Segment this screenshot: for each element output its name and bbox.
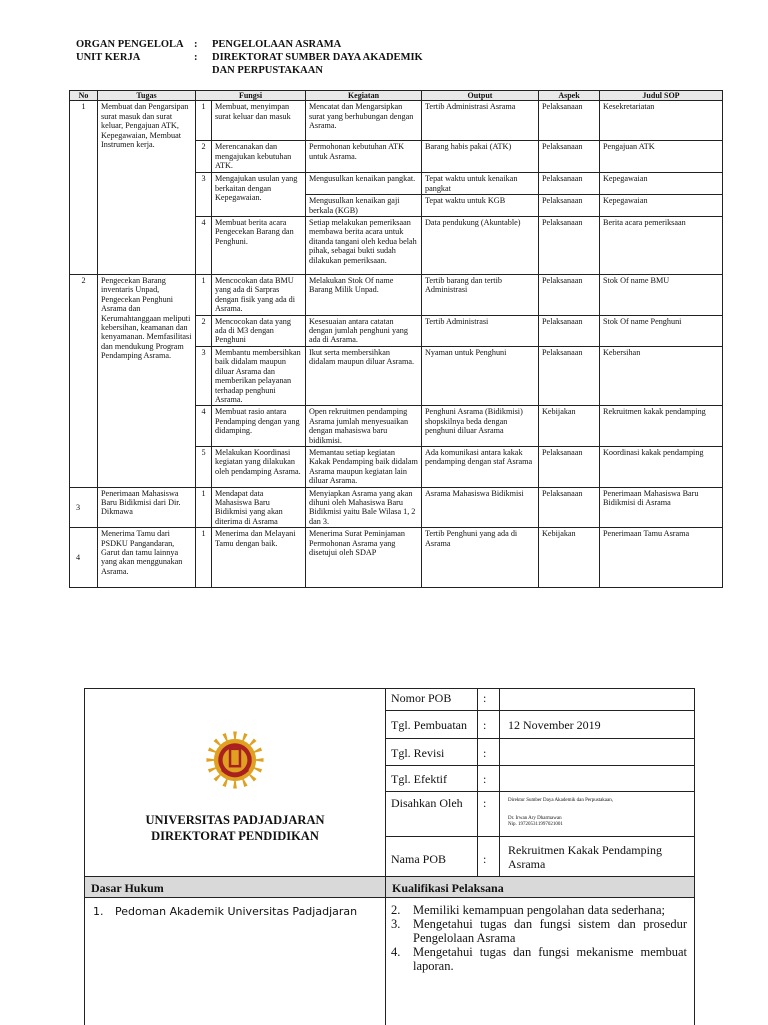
col-header-fungsi: Fungsi	[196, 91, 306, 101]
judul-sop-cell: Kebersihan	[600, 346, 723, 405]
task-tugas: Menerima Tamu dari PSDKU Pangandaran, Garut dan tamu lainnya yang akan menggunakan Asrama.	[98, 528, 196, 588]
colon: :	[483, 796, 487, 810]
col-header-judul-sop: Judul SOP	[600, 91, 723, 101]
aspek-cell: Pelaksanaan	[539, 217, 600, 275]
organ-value: PENGELOLAAN ASRAMA	[212, 39, 342, 50]
tgl-revisi-label: Tgl. Revisi	[391, 746, 445, 760]
judul-sop-cell: Berita acara pemeriksaan	[600, 217, 723, 275]
list-item-number: 1.	[93, 905, 104, 918]
table-header-row	[70, 91, 723, 101]
function-no: 5	[196, 446, 212, 487]
sop-form	[84, 688, 695, 1025]
aspek-cell: Pelaksanaan	[539, 346, 600, 405]
tgl-efektif-row	[386, 766, 694, 792]
table-row	[70, 528, 723, 588]
colon: :	[483, 691, 487, 705]
table-row	[70, 275, 723, 316]
kegiatan-cell: Menyiapkan Asrama yang akan dihuni oleh Mahasiswa Baru Bidikmisi yaitu Bale Wilasa 1, 2 dan 3.	[306, 487, 422, 528]
approver-title: Direktur Sumber Daya Akademik dan Perpustakaan,	[508, 798, 613, 803]
nama-pob-row	[386, 837, 694, 881]
output-cell: Tertib barang dan tertib Administrasi	[422, 275, 539, 316]
task-no: 3	[70, 487, 98, 528]
task-tugas: Penerimaan Mahasiswa Baru Bidikmisi dari Dir. Dikmawa	[98, 487, 196, 528]
nama-pob-label: Nama POB	[391, 852, 446, 866]
university-logo-icon	[204, 729, 266, 791]
tasks-table	[69, 90, 723, 588]
task-no: 1	[70, 101, 98, 275]
university-name: UNIVERSITAS PADJADJARAN	[145, 813, 325, 827]
organ-label: ORGAN PENGELOLA	[76, 39, 184, 50]
document-header	[76, 38, 442, 77]
kegiatan-cell: Open rekruitmen pendamping Asrama jumlah menyesuaikan dengan mahasiswa baru bidikmisi.	[306, 406, 422, 447]
output-cell: Nyaman untuk Penghuni	[422, 346, 539, 405]
judul-sop-cell: Stok Of name Penghuni	[600, 315, 723, 346]
tgl-revisi-row	[386, 739, 694, 766]
colon: :	[194, 39, 198, 50]
disahkan-value	[499, 792, 694, 836]
tgl-efektif-label: Tgl. Efektif	[391, 772, 447, 786]
judul-sop-cell: Stok Of name BMU	[600, 275, 723, 316]
function-text: Mencocokan data yang ada di M3 dengan Penghuni	[212, 315, 306, 346]
aspek-cell: Pelaksanaan	[539, 195, 600, 217]
colon: :	[483, 852, 487, 866]
output-cell: Barang habis pakai (ATK)	[422, 141, 539, 173]
task-tugas: Membuat dan Pengarsipan surat masuk dan surat keluar, Pengajuan ATK, Kepegawaian, Membuat Instrumen kerja.	[98, 101, 196, 275]
list-item-text: Memiliki kemampuan pengolahan data sederhana;	[413, 903, 665, 917]
sop-logo-cell	[85, 689, 386, 876]
kegiatan-cell: Mengusulkan kenaikan pangkat.	[306, 173, 422, 195]
col-header-kegiatan: Kegiatan	[306, 91, 422, 101]
function-no: 1	[196, 275, 212, 316]
aspek-cell: Pelaksanaan	[539, 101, 600, 141]
colon: :	[483, 746, 487, 760]
directorate-name: DIREKTORAT PENDIDIKAN	[151, 829, 319, 843]
judul-sop-cell: Rekruitmen kakak pendamping	[600, 406, 723, 447]
colon: :	[483, 772, 487, 786]
output-cell: Penghuni Asrama (Bidikmisi) shopskilnya beda dengan penghuni diluar Asrama	[422, 406, 539, 447]
judul-sop-cell: Kesekretariatan	[600, 101, 723, 141]
judul-sop-cell: Koordinasi kakak pendamping	[600, 446, 723, 487]
col-header-output: Output	[422, 91, 539, 101]
function-no: 1	[196, 528, 212, 588]
tgl-pembuatan-label: Tgl. Pembuatan	[391, 718, 467, 732]
output-cell: Asrama Mahasiswa Bidikmisi	[422, 487, 539, 528]
dasar-hukum-title: Dasar Hukum	[85, 876, 386, 898]
kualifikasi-title: Kualifikasi Pelaksana	[386, 876, 694, 898]
aspek-cell: Pelaksanaan	[539, 275, 600, 316]
function-text: Mendapat data Mahasiswa Baru Bidikmisi yang akan diterima di Asrama	[212, 487, 306, 528]
task-tugas: Pengecekan Barang inventaris Unpad, Pengecekan Penghuni Asrama dan Kerumahtanggaan meliputi kebersihan, keamanan dan kenyamanan. Memfasilitasi dan mendukung Program Pendamping Asrama.	[98, 275, 196, 488]
dasar-hukum-list	[93, 905, 357, 918]
aspek-cell: Kebijakan	[539, 528, 600, 588]
function-text: Melakukan Koordinasi kegiatan yang dilakukan oleh pendamping Asrama.	[212, 446, 306, 487]
table-row	[70, 101, 723, 141]
output-cell: Tertib Penghuni yang ada di Asrama	[422, 528, 539, 588]
function-text: Membuat berita acara Pengecekan Barang dan Penghuni.	[212, 217, 306, 275]
list-item-number: 2.	[391, 903, 401, 917]
kegiatan-cell: Permohonan kebutuhan ATK untuk Asrama.	[306, 141, 422, 173]
output-cell: Data pendukung (Akuntable)	[422, 217, 539, 275]
approver-name: Dr. Irwan Ary Dharmawan	[508, 816, 562, 821]
kegiatan-cell: Setiap melakukan pemeriksaan membawa berita acara untuk ditanda tangani oleh kedua belah pihak, sebagai bukti sudah dilakukan pemeriksaan.	[306, 217, 422, 275]
judul-sop-cell: Penerimaan Tamu Asrama	[600, 528, 723, 588]
disahkan-label: Disahkan Oleh	[391, 796, 463, 810]
judul-sop-cell: Pengajuan ATK	[600, 141, 723, 173]
approver-nip: Nip. 197205311997021001	[508, 822, 563, 827]
list-item-text: Pedoman Akademik Universitas Padjadjaran	[115, 905, 358, 918]
kegiatan-cell: Mencatat dan Mengarsipkan surat yang berhubungan dengan Asrama.	[306, 101, 422, 141]
function-no: 3	[196, 346, 212, 405]
function-no: 2	[196, 315, 212, 346]
kegiatan-cell: Melakukan Stok Of name Barang Milik Unpad.	[306, 275, 422, 316]
function-text: Menerima dan Melayani Tamu dengan baik.	[212, 528, 306, 588]
list-item	[391, 917, 687, 945]
output-cell: Tepat waktu untuk KGB	[422, 195, 539, 217]
function-text: Membantu membersihkan baik didalam maupun diluar Asrama dan memberikan pelayanan terhadap penghuni Asrama.	[212, 346, 306, 405]
unit-value	[212, 51, 442, 77]
kegiatan-cell: Ikut serta membersihkan didalam maupun diluar Asrama.	[306, 346, 422, 405]
list-item	[391, 945, 687, 973]
unit-value-line-1: DIREKTORAT SUMBER DAYA AKADEMIK	[212, 52, 423, 63]
function-no: 3	[196, 173, 212, 217]
colon: :	[194, 52, 198, 63]
list-item-number: 4.	[391, 945, 401, 959]
judul-sop-cell: Kepegawaian	[600, 195, 723, 217]
tgl-pembuatan-row	[386, 711, 694, 739]
function-no: 4	[196, 406, 212, 447]
col-header-no: No	[70, 91, 98, 101]
task-no: 2	[70, 275, 98, 488]
judul-sop-cell: Penerimaan Mahasiswa Baru Bidikmisi di Asrama	[600, 487, 723, 528]
aspek-cell: Pelaksanaan	[539, 487, 600, 528]
function-text: Membuat rasio antara Pendamping dengan yang didamping.	[212, 406, 306, 447]
unit-label: UNIT KERJA	[76, 52, 141, 63]
function-no: 1	[196, 487, 212, 528]
disahkan-row	[386, 792, 694, 837]
aspek-cell: Pelaksanaan	[539, 446, 600, 487]
kegiatan-cell: Kesesuaian antara catatan dengan jumlah penghuni yang ada di Asrama.	[306, 315, 422, 346]
judul-sop-cell: Kepegawaian	[600, 173, 723, 195]
function-text: Merencanakan dan mengajukan kebutuhan ATK.	[212, 141, 306, 173]
nomor-pob-row	[386, 689, 694, 711]
output-cell: Tertib Administrasi Asrama	[422, 101, 539, 141]
output-cell: Tertib Administrasi	[422, 315, 539, 346]
function-text: Mengajukan usulan yang berkaitan dengan Kepegawaian.	[212, 173, 306, 217]
aspek-cell: Kebijakan	[539, 406, 600, 447]
tgl-efektif-value	[499, 766, 694, 791]
nomor-pob-label: Nomor POB	[391, 691, 452, 705]
list-item-text: Mengetahui tugas dan fungsi sistem dan prosedur Pengelolaan Asrama	[413, 917, 687, 945]
kegiatan-cell: Mengusulkan kenaikan gaji berkala (KGB)	[306, 195, 422, 217]
aspek-cell: Pelaksanaan	[539, 141, 600, 173]
list-item	[391, 903, 687, 917]
nama-pob-value: Rekruitmen Kakak Pendamping Asrama	[499, 837, 694, 881]
unit-value-line-2: DAN PERPUSTAKAAN	[212, 65, 323, 76]
function-no: 1	[196, 101, 212, 141]
function-text: Mencocokan data BMU yang ada di Sarpras dengan fisik yang ada di Asrama.	[212, 275, 306, 316]
tgl-revisi-value	[499, 739, 694, 765]
col-header-tugas: Tugas	[98, 91, 196, 101]
table-row	[70, 487, 723, 528]
list-item-text: Mengetahui tugas dan fungsi mekanisme membuat laporan.	[413, 945, 687, 973]
function-no: 2	[196, 141, 212, 173]
output-cell: Tepat waktu untuk kenaikan pangkat	[422, 173, 539, 195]
output-cell: Ada komunikasi antara kakak pendamping dengan staf Asrama	[422, 446, 539, 487]
kegiatan-cell: Menerima Surat Peminjaman Permohonan Asrama yang disetujui oleh SDAP	[306, 528, 422, 588]
col-header-aspek: Aspek	[539, 91, 600, 101]
aspek-cell: Pelaksanaan	[539, 173, 600, 195]
colon: :	[483, 718, 487, 732]
kualifikasi-list	[391, 903, 687, 973]
tgl-pembuatan-value: 12 November 2019	[499, 711, 694, 738]
task-no: 4	[70, 528, 98, 588]
function-no: 4	[196, 217, 212, 275]
nomor-pob-value	[499, 689, 694, 710]
sop-info	[386, 689, 694, 881]
list-item-number: 3.	[391, 917, 401, 931]
kegiatan-cell: Memantau setiap kegiatan Kakak Pendamping baik didalam Asrama maupun kegiatan lain diluar Asrama.	[306, 446, 422, 487]
function-text: Membuat, menyimpan surat keluar dan masuk	[212, 101, 306, 141]
aspek-cell: Pelaksanaan	[539, 315, 600, 346]
